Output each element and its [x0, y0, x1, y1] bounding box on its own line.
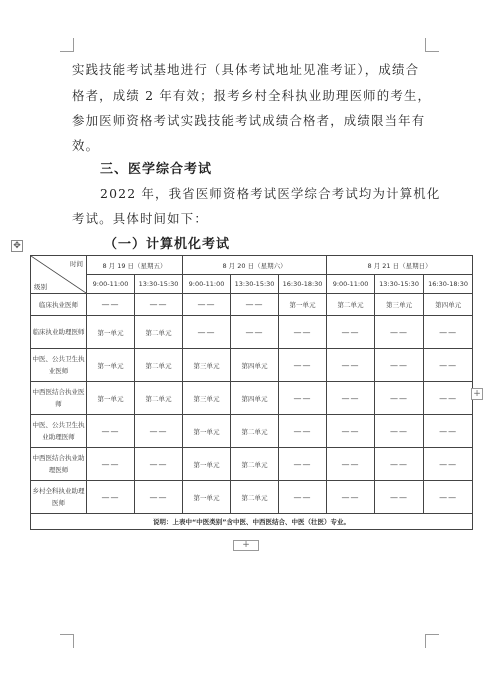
table-cell: 第三单元	[375, 294, 424, 316]
intro-line-2: 考试。具体时间如下：	[72, 211, 208, 226]
table-cell: ——	[87, 448, 135, 481]
table-cell: ——	[424, 382, 473, 415]
table-cell: ——	[231, 294, 279, 316]
table-cell: ——	[135, 415, 183, 448]
crop-mark-bottom-right	[425, 634, 439, 648]
row-level-name: 中医、公共卫生执业医师	[31, 349, 87, 382]
table-cell: 第二单元	[135, 382, 183, 415]
table-cell: 第三单元	[183, 382, 231, 415]
table-row	[31, 415, 473, 448]
row-level-name: 中西医结合执业医师	[31, 382, 87, 415]
time-header: 9:00-11:00	[327, 275, 375, 294]
sub-heading: （一）计算机化考试	[104, 237, 231, 252]
table-cell: ——	[279, 448, 327, 481]
table-cell: 第一单元	[87, 382, 135, 415]
row-level-name: 中西医结合执业助理医师	[31, 448, 87, 481]
table-cell: 第四单元	[231, 349, 279, 382]
table-cell: 第一单元	[279, 294, 327, 316]
table-cell: ——	[87, 481, 135, 514]
table-cell: ——	[375, 382, 424, 415]
table-row	[31, 294, 473, 316]
intro-line-1: 2022 年，我省医师资格考试医学综合考试均为计算机化	[100, 186, 441, 201]
table-cell: 第一单元	[183, 448, 231, 481]
corner-time-label: 时间	[70, 260, 83, 268]
table-cell: ——	[135, 481, 183, 514]
table-cell: 第四单元	[231, 382, 279, 415]
table-row	[31, 481, 473, 514]
table-cell: ——	[375, 316, 424, 349]
time-header: 9:00-11:00	[87, 275, 135, 294]
row-level-name: 中医、公共卫生执业助理医师	[31, 415, 87, 448]
table-cell: ——	[279, 349, 327, 382]
time-header: 16:30-18:30	[279, 275, 327, 294]
row-level-name: 临床执业助理医师	[31, 316, 87, 349]
table-cell: ——	[135, 448, 183, 481]
table-cell: ——	[183, 316, 231, 349]
table-cell: ——	[424, 448, 473, 481]
table-cell: ——	[183, 294, 231, 316]
row-level-name: 临床执业医师	[31, 294, 87, 316]
crop-mark-top-right	[425, 38, 439, 52]
exam-schedule-table	[30, 255, 473, 530]
table-cell: 第二单元	[327, 294, 375, 316]
table-cell: ——	[87, 294, 135, 316]
corner-level-label: 级别	[34, 283, 47, 291]
date-header-20: 8 月 20 日（星期六）	[183, 256, 327, 275]
table-cell: ——	[87, 415, 135, 448]
table-row	[31, 448, 473, 481]
table-cell: ——	[279, 415, 327, 448]
table-cell: 第二单元	[231, 448, 279, 481]
table-cell: ——	[327, 481, 375, 514]
table-cell: ——	[424, 316, 473, 349]
paragraph-line-3: 参加医师资格考试实践技能考试成绩合格者，成绩限当年有	[72, 113, 426, 128]
section-heading: 三、医学综合考试	[100, 162, 213, 177]
table-cell: 第二单元	[231, 481, 279, 514]
time-header: 13:30-15:30	[135, 275, 183, 294]
table-cell: ——	[231, 316, 279, 349]
table-cell: 第一单元	[183, 481, 231, 514]
date-header-19: 8 月 19 日（星期五）	[87, 256, 183, 275]
time-header: 13:30-15:30	[231, 275, 279, 294]
time-header: 16:30-18:30	[424, 275, 473, 294]
table-cell: 第一单元	[87, 316, 135, 349]
table-cell: ——	[375, 415, 424, 448]
table-row	[31, 316, 473, 349]
table-cell: ——	[327, 415, 375, 448]
table-cell: 第二单元	[231, 415, 279, 448]
table-cell: ——	[327, 349, 375, 382]
table-cell: 第四单元	[424, 294, 473, 316]
table-cell: ——	[424, 415, 473, 448]
table-cell: ——	[135, 294, 183, 316]
table-cell: 第一单元	[87, 349, 135, 382]
table-cell: ——	[279, 481, 327, 514]
table-cell: 第三单元	[183, 349, 231, 382]
table-cell: 第二单元	[135, 316, 183, 349]
table-cell: 第二单元	[135, 349, 183, 382]
paragraph-line-2: 格者，成绩 2 年有效；报考乡村全科执业助理医师的考生，	[72, 88, 432, 103]
table-row	[31, 349, 473, 382]
table-cell: ——	[375, 349, 424, 382]
paragraph-line-1: 实践技能考试基地进行（具体考试地址见准考证），成绩合	[72, 62, 420, 77]
table-cell: ——	[375, 481, 424, 514]
table-cell: ——	[327, 382, 375, 415]
crop-mark-top-left	[60, 38, 74, 52]
move-handle-icon[interactable]: ✥	[11, 240, 23, 252]
add-column-icon[interactable]: +	[471, 388, 483, 400]
table-row	[31, 382, 473, 415]
table-cell: ——	[327, 448, 375, 481]
table-cell: 第一单元	[183, 415, 231, 448]
date-header-21: 8 月 21 日（星期日）	[327, 256, 473, 275]
add-row-icon[interactable]: +	[233, 540, 259, 551]
row-level-name: 乡村全科执业助理医师	[31, 481, 87, 514]
table-cell: ——	[279, 316, 327, 349]
time-header: 9:00-11:00	[183, 275, 231, 294]
paragraph-line-4: 效。	[72, 138, 100, 153]
table-note: 说明：上表中“中医类别”含中医、中西医结合、中医（壮医）专业。	[31, 514, 473, 530]
corner-header-cell	[31, 256, 87, 294]
time-header: 13:30-15:30	[375, 275, 424, 294]
table-cell: ——	[424, 349, 473, 382]
table-cell: ——	[279, 382, 327, 415]
table-cell: ——	[424, 481, 473, 514]
table-cell: ——	[375, 448, 424, 481]
crop-mark-bottom-left	[60, 634, 74, 648]
table-cell: ——	[327, 316, 375, 349]
